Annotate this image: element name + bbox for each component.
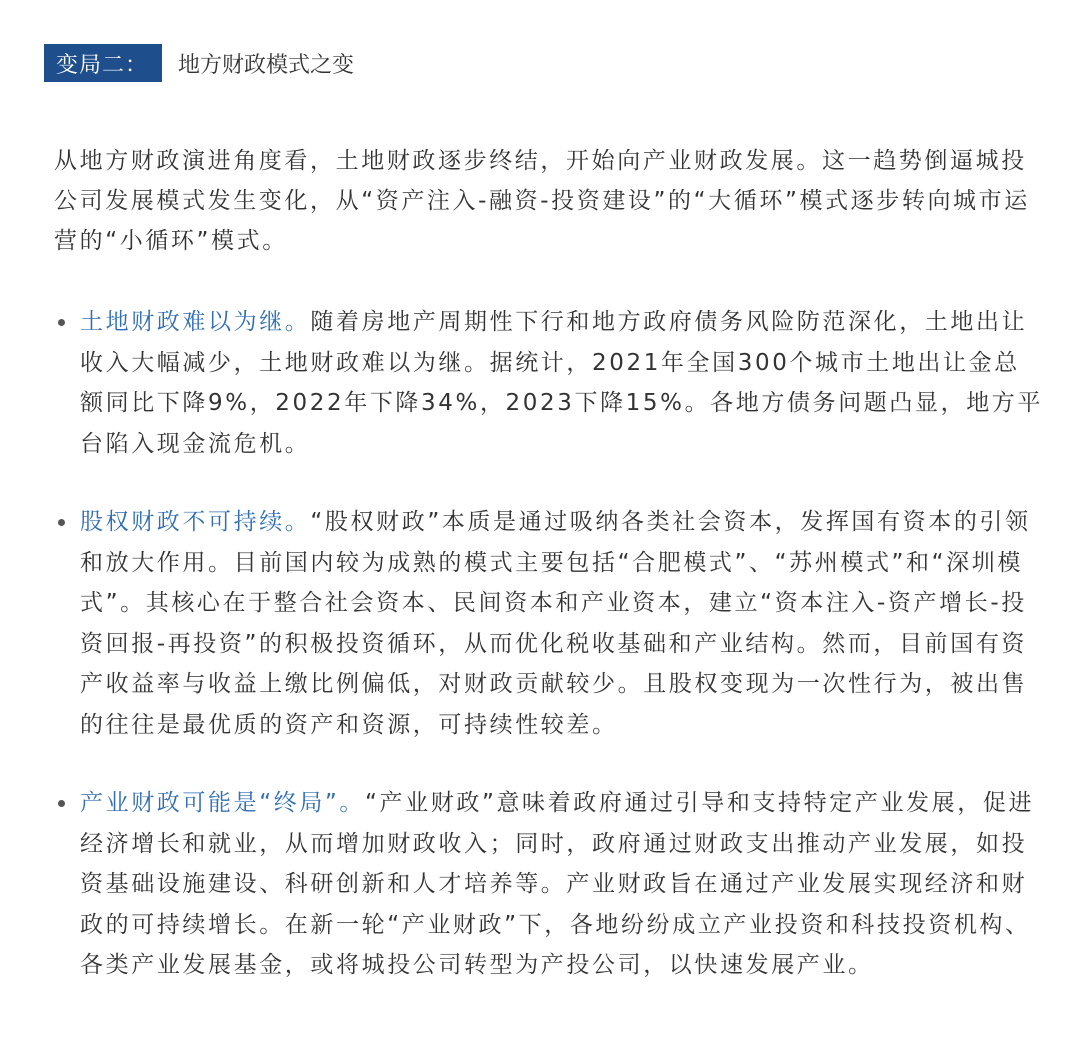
bullet-list [54,302,1044,986]
section-badge: 变局二： [44,44,162,82]
bullet-lead: 产业财政可能是“终局”。 [80,790,366,816]
bullet-body: 随着房地产周期性下行和地方政府债务风险防范深化，土地出让收入大幅减少，土地财政难以为继。据统计，2021年全国300个城市土地出让金总额同比下降9%，2022年下降34%，2023下降15%。各地方债务问题凸显，地方平台陷入现金流危机。 [80,309,1043,457]
intro-paragraph: 从地方财政演进角度看，土地财政逐步终结，开始向产业财政发展。这一趋势倒逼城投公司发展模式发生变化，从“资产注入-融资-投资建设”的“大循环”模式逐步转向城市运营的“小循环”模式。 [54,148,1030,254]
list-item [54,302,1044,464]
bullet-body: “股权财政”本质是通过吸纳各类社会资本，发挥国有资本的引领和放大作用。目前国内较为成熟的模式主要包括“合肥模式”、“苏州模式”和“深圳模式”。其核心在于整合社会资本、民间资本和产业资本，建立“资本注入-资产增长-投资回报-再投资”的积极投资循环，从而优化税收基础和产业结构。然而，目前国有资产收益率与收益上缴比例偏低，对财政贡献较少。且股权变现为一次性行为，被出售的往往是最优质的资产和资源，可持续性较差。 [80,509,1031,738]
bullet-dot-icon [58,800,65,807]
section-header [44,44,354,82]
list-item [54,783,1044,986]
bullet-lead: 股权财政不可持续。 [80,509,311,535]
list-item [54,502,1044,745]
bullet-body: “产业财政”意味着政府通过引导和支持特定产业发展，促进经济增长和就业，从而增加财政收入；同时，政府通过财政支出推动产业发展，如投资基础设施建设、科研创新和人才培养等。产业财政旨在通过产业发展实现经济和财政的可持续增长。在新一轮“产业财政”下，各地纷纷成立产业投资和科技投资机构、各类产业发展基金，或将城投公司转型为产投公司，以快速发展产业。 [80,790,1035,978]
bullet-dot-icon [58,319,65,326]
section-title: 地方财政模式之变 [178,52,355,78]
bullet-lead: 土地财政难以为继。 [80,309,311,335]
bullet-dot-icon [58,519,65,526]
